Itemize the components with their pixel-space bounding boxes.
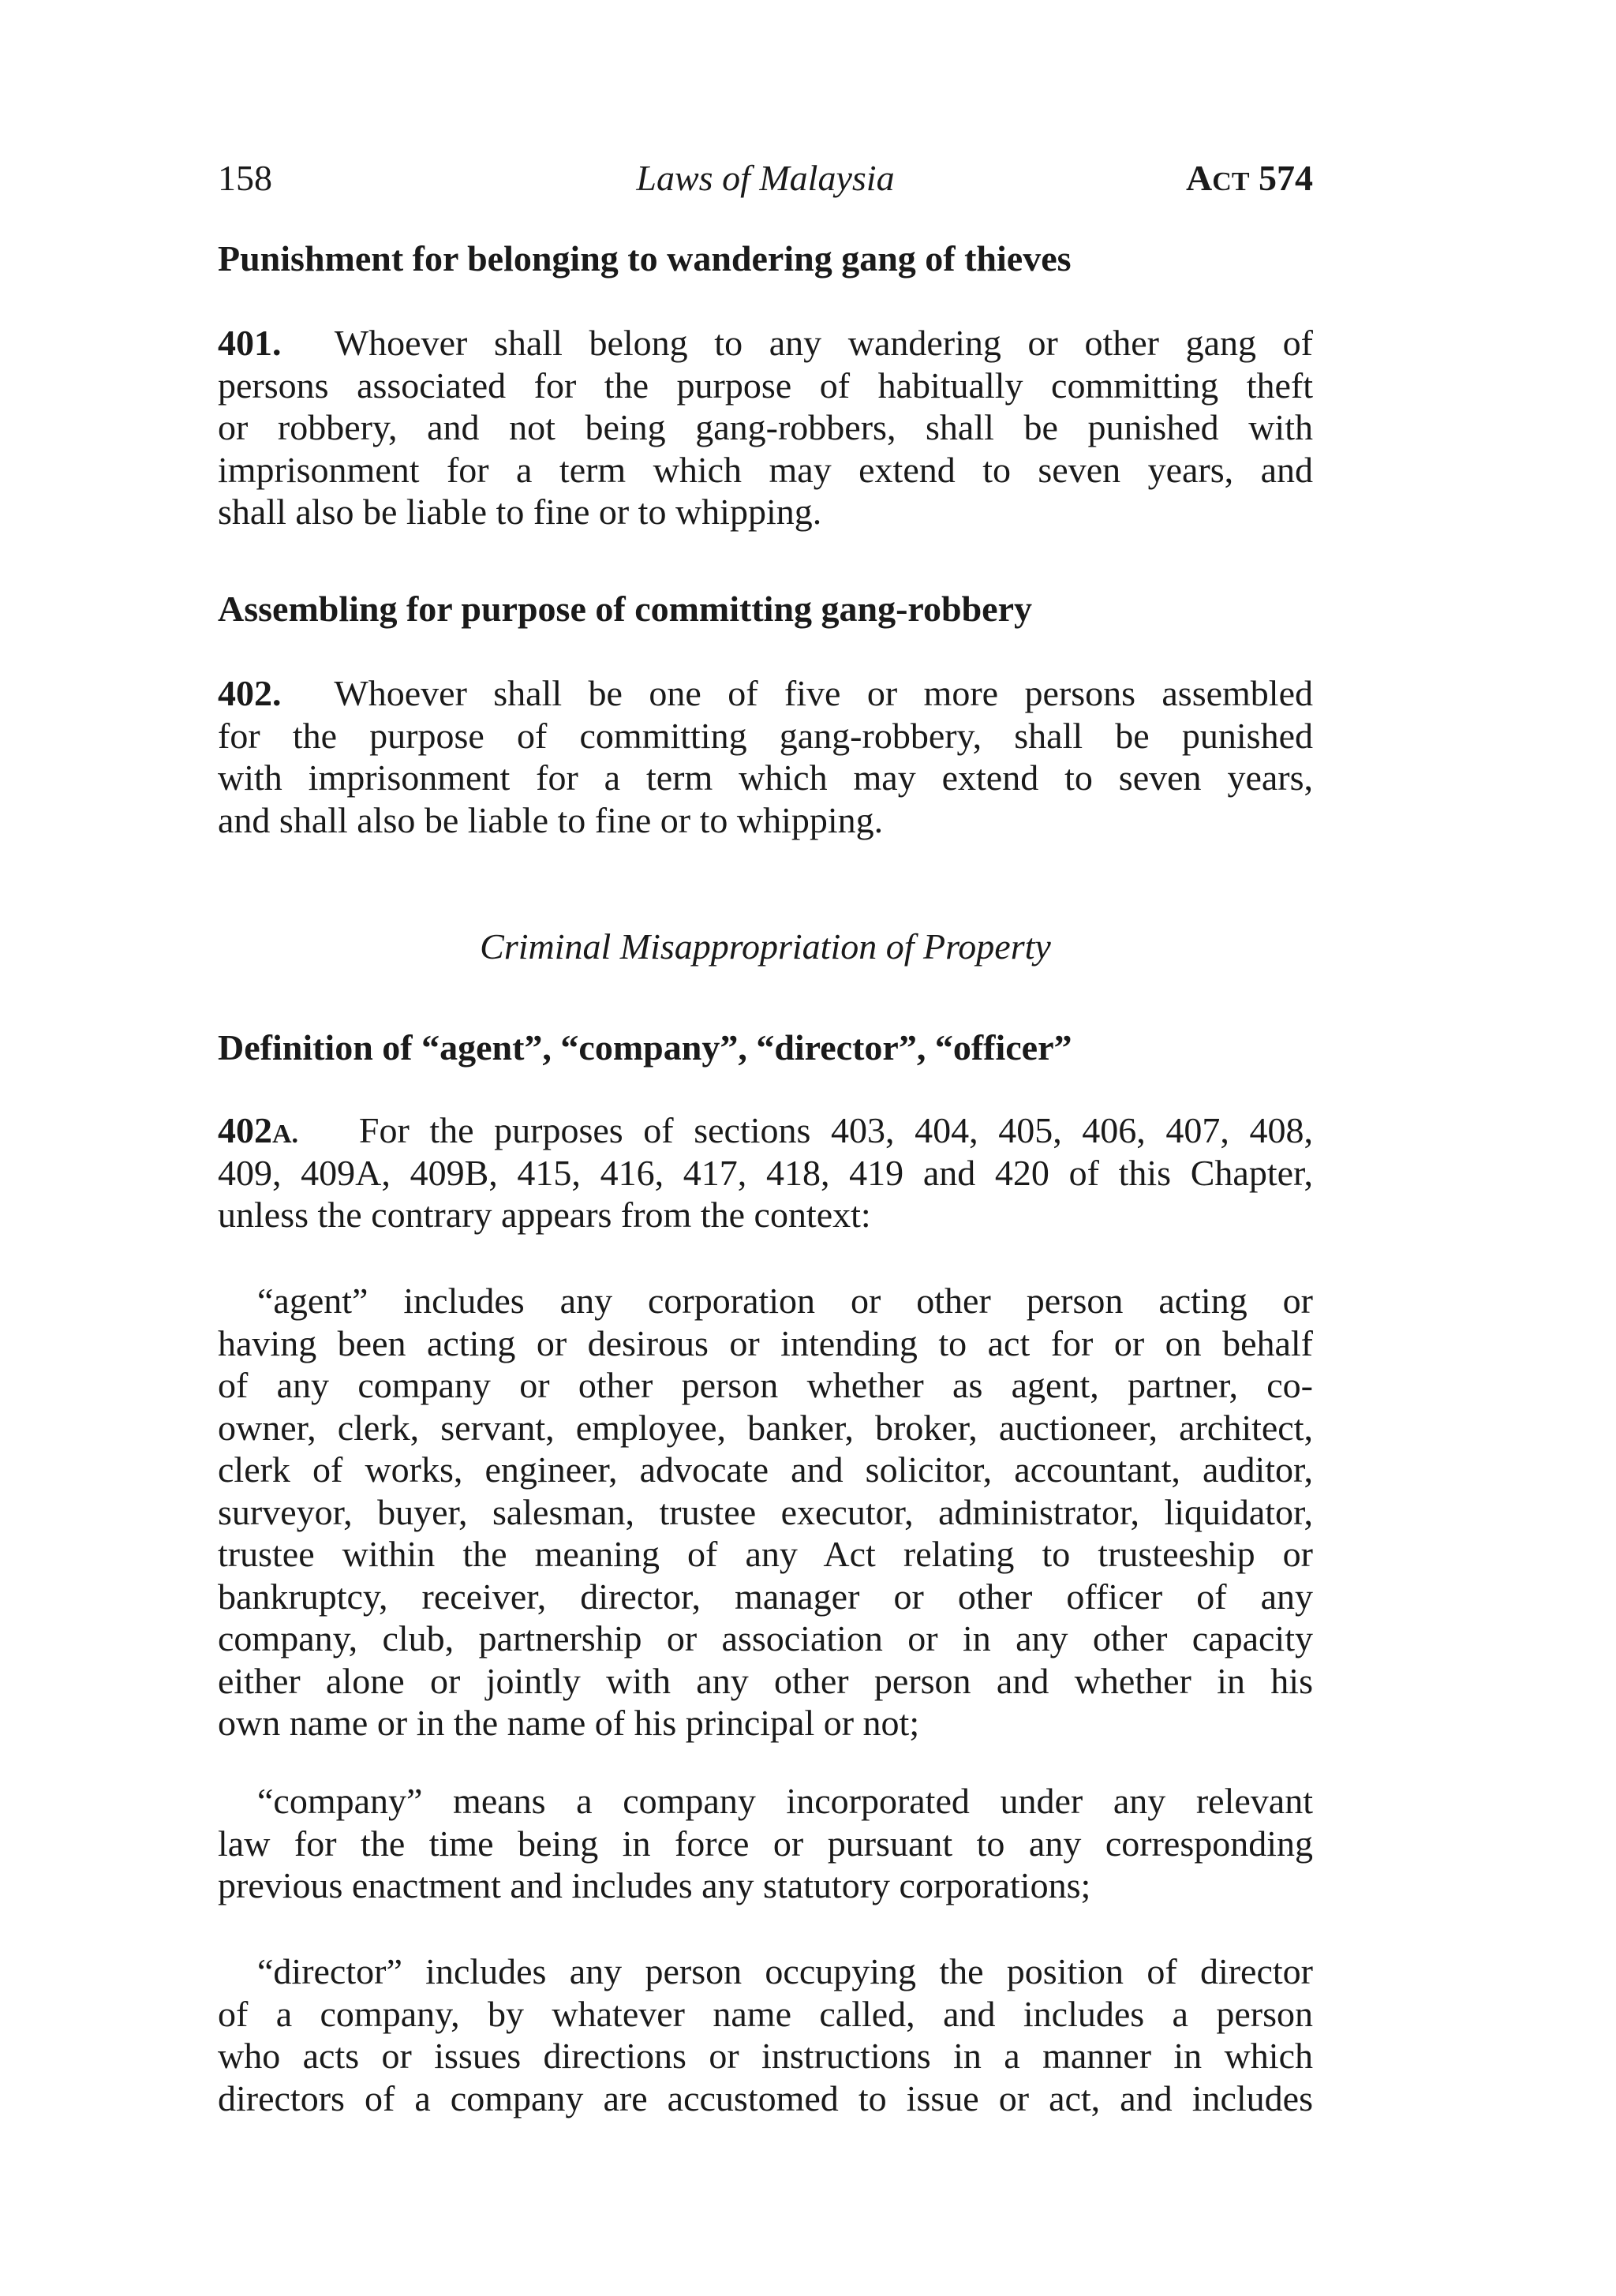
section-402-heading: Assembling for purpose of committing gang-robbery — [218, 589, 1033, 629]
section-401-line-2: persons associated for the purpose of habitually committing theft — [218, 365, 1313, 406]
agent-line-4: owner, clerk, servant, employee, banker, broker, auctioneer, architect, — [218, 1407, 1313, 1448]
agent-line-1: “agent” includes any corporation or other person acting or — [257, 1281, 1313, 1321]
director-line-4: directors of a company are accustomed to issue or act, and includes — [218, 2077, 1313, 2118]
section-402-text — [218, 672, 1313, 841]
director-line-2: of a company, by whatever name called, and includes a person — [218, 1993, 1313, 2034]
section-402-line-4: and shall also be liable to fine or to whipping. — [218, 799, 884, 840]
section-402a-number: 402A. — [218, 1110, 299, 1150]
act-prefix: A — [1186, 158, 1213, 198]
director-line-1: “director” includes any person occupying the position of director — [257, 1951, 1313, 1991]
definition-company — [218, 1780, 1313, 1907]
agent-line-3: of any company or other person whether as agent, partner, co- — [218, 1365, 1313, 1405]
company-line-1: “company” means a company incorporated under any relevant — [257, 1781, 1313, 1821]
section-401-line-1: 401. Whoever shall belong to any wandering or other gang of — [218, 323, 1313, 363]
agent-line-11: own name or in the name of his principal or not; — [218, 1703, 920, 1743]
section-402a-line-2: 409, 409A, 409B, 415, 416, 417, 418, 419 and 420 of this Chapter, — [218, 1152, 1313, 1193]
section-401-line-5: shall also be liable to fine or to whipping. — [218, 492, 822, 532]
agent-line-7: trustee within the meaning of any Act relating to trusteeship or — [218, 1534, 1313, 1574]
section-401-line-3: or robbery, and not being gang-robbers, shall be punished with — [218, 407, 1313, 447]
agent-line-10: either alone or jointly with any other person and whether in his — [218, 1660, 1313, 1701]
chapter-subtitle: Criminal Misappropriation of Property — [480, 926, 1051, 967]
agent-line-2: having been acting or desirous or intending to act for or on behalf — [218, 1322, 1313, 1363]
running-header — [218, 155, 1313, 202]
company-line-3: previous enactment and includes any statutory corporations; — [218, 1865, 1091, 1905]
section-402a-text — [218, 1109, 1313, 1236]
section-402-line-3: with imprisonment for a term which may extend to seven years, — [218, 757, 1313, 798]
section-402a-line-1: 402A. For the purposes of sections 403, 404, 405, 406, 407, 408, — [218, 1110, 1313, 1150]
agent-line-5: clerk of works, engineer, advocate and solicitor, accountant, auditor, — [218, 1449, 1313, 1490]
agent-line-8: bankruptcy, receiver, director, manager or other officer of any — [218, 1576, 1313, 1617]
section-401-heading: Punishment for belonging to wandering gang of thieves — [218, 238, 1072, 279]
director-line-3: who acts or issues directions or instructions in a manner in which — [218, 2036, 1313, 2076]
section-402a-line-3: unless the contrary appears from the context: — [218, 1195, 871, 1235]
agent-line-6: surveyor, buyer, salesman, trustee executor, administrator, liquidator, — [218, 1491, 1313, 1532]
page-number: 158 — [218, 158, 272, 198]
act-number: 574 — [1259, 158, 1313, 198]
company-line-2: law for the time being in force or pursuant to any corresponding — [218, 1823, 1313, 1864]
section-402-number: 402. — [218, 673, 282, 713]
section-401-line-4: imprisonment for a term which may extend to seven years, and — [218, 449, 1313, 490]
section-402-line-2: for the purpose of committing gang-robbery, shall be punished — [218, 715, 1313, 756]
agent-line-9: company, club, partnership or association or in any other capacity — [218, 1618, 1313, 1658]
act-prefix-smallcaps: CT — [1212, 167, 1250, 196]
section-401-number: 401. — [218, 323, 282, 363]
section-402a-heading: Definition of “agent”, “company”, “director”, “officer” — [218, 1027, 1072, 1068]
section-402-line-1: 402. Whoever shall be one of five or more persons assembled — [218, 673, 1314, 713]
publication-title: Laws of Malaysia — [636, 158, 895, 198]
act-label — [1186, 155, 1313, 206]
section-401-text — [218, 322, 1313, 533]
definition-agent — [218, 1280, 1313, 1744]
definition-director — [218, 1950, 1313, 2119]
